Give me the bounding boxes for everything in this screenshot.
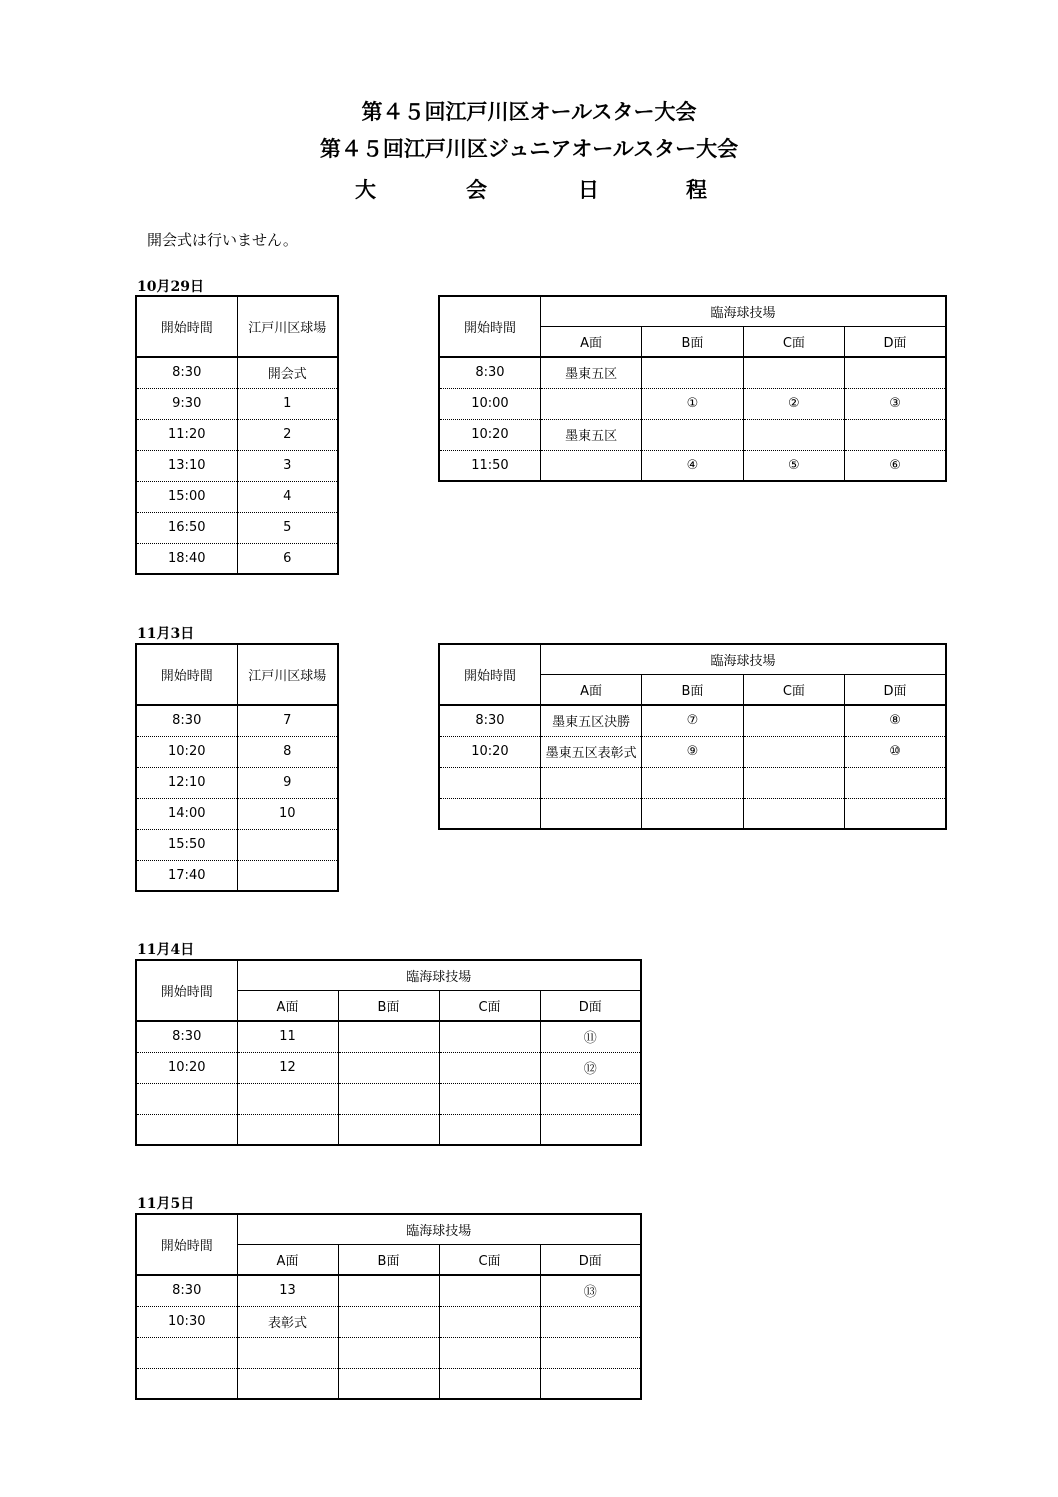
cell-time: 11:20: [136, 419, 237, 450]
header-court-d: D面: [845, 674, 946, 705]
cell-court-b: [338, 1114, 439, 1145]
cell-court-d: [845, 419, 946, 450]
cell-court-c: [743, 419, 844, 450]
header-court-b: B面: [642, 326, 743, 357]
cell-time: 10:20: [136, 1052, 237, 1083]
cell-court-a: 墨東五区決勝: [540, 705, 641, 736]
cell-time: [136, 1337, 237, 1368]
cell-court-a: [237, 1337, 338, 1368]
header-court-c: C面: [439, 990, 540, 1021]
cell-time: 12:10: [136, 767, 237, 798]
cell-game: 5: [237, 512, 338, 543]
cell-court-d: [540, 1368, 641, 1399]
cell-court-c: [743, 736, 844, 767]
header-court-a: A面: [540, 674, 641, 705]
header-venue: 江戸川区球場: [237, 296, 338, 357]
cell-court-a: [540, 388, 641, 419]
cell-time: 17:40: [136, 860, 237, 891]
header-court-b: B面: [338, 990, 439, 1021]
cell-court-a: [237, 1114, 338, 1145]
cell-time: 15:50: [136, 829, 237, 860]
cell-game: 9: [237, 767, 338, 798]
cell-court-a: [237, 1083, 338, 1114]
cell-game: 開会式: [237, 357, 338, 388]
cell-court-d: [540, 1083, 641, 1114]
cell-game: [237, 829, 338, 860]
cell-court-c: [439, 1114, 540, 1145]
title3-char-3: 日: [578, 177, 599, 202]
cell-court-c: [439, 1306, 540, 1337]
cell-time: [439, 798, 540, 829]
header-court-c: C面: [743, 674, 844, 705]
cell-game: 1: [237, 388, 338, 419]
title3-char-4: 程: [686, 177, 707, 202]
cell-time: 9:30: [136, 388, 237, 419]
cell-game: 10: [237, 798, 338, 829]
cell-court-d: [845, 767, 946, 798]
cell-court-c: [743, 798, 844, 829]
cell-court-a: [540, 798, 641, 829]
cell-court-b: ①: [642, 388, 743, 419]
cell-court-d: ⑩: [845, 736, 946, 767]
cell-court-c: ⑤: [743, 450, 844, 481]
cell-court-b: [338, 1368, 439, 1399]
cell-game: 7: [237, 705, 338, 736]
header-court-c: C面: [743, 326, 844, 357]
cell-court-b: [642, 767, 743, 798]
header-court-c: C面: [439, 1244, 540, 1275]
header-court-a: A面: [237, 1244, 338, 1275]
header-venue: 臨海球技場: [540, 644, 946, 674]
cell-court-a: [540, 767, 641, 798]
cell-court-b: ⑨: [642, 736, 743, 767]
cell-court-a: [237, 1368, 338, 1399]
cell-court-c: [439, 1083, 540, 1114]
header-start-time: 開始時間: [136, 960, 237, 1021]
header-court-d: D面: [540, 990, 641, 1021]
cell-court-c: [439, 1337, 540, 1368]
header-court-b: B面: [642, 674, 743, 705]
cell-court-d: [540, 1337, 641, 1368]
cell-court-b: ⑦: [642, 705, 743, 736]
cell-time: 10:30: [136, 1306, 237, 1337]
cell-court-a: 12: [237, 1052, 338, 1083]
cell-court-d: ③: [845, 388, 946, 419]
cell-court-d: ⑬: [540, 1275, 641, 1306]
cell-time: 15:00: [136, 481, 237, 512]
header-start-time: 開始時間: [136, 1214, 237, 1275]
cell-court-b: [642, 798, 743, 829]
cell-court-d: [540, 1306, 641, 1337]
cell-time: 8:30: [439, 357, 540, 388]
cell-court-c: [439, 1368, 540, 1399]
cell-court-c: [743, 705, 844, 736]
cell-time: 11:50: [439, 450, 540, 481]
cell-court-d: [845, 798, 946, 829]
cell-time: 10:20: [136, 736, 237, 767]
cell-game: 6: [237, 543, 338, 574]
cell-time: 8:30: [136, 705, 237, 736]
header-venue: 臨海球技場: [540, 296, 946, 326]
cell-time: [439, 767, 540, 798]
cell-court-d: ⑪: [540, 1021, 641, 1052]
schedule-table-rinkai: [438, 643, 947, 830]
header-court-a: A面: [237, 990, 338, 1021]
cell-court-d: [845, 357, 946, 388]
cell-court-a: 11: [237, 1021, 338, 1052]
cell-court-c: [743, 767, 844, 798]
cell-time: [136, 1114, 237, 1145]
cell-court-a: 13: [237, 1275, 338, 1306]
cell-time: 13:10: [136, 450, 237, 481]
cell-time: 10:00: [439, 388, 540, 419]
cell-court-b: [338, 1337, 439, 1368]
cell-court-d: ⑥: [845, 450, 946, 481]
cell-court-b: [338, 1052, 439, 1083]
header-court-b: B面: [338, 1244, 439, 1275]
cell-time: 10:20: [439, 419, 540, 450]
title3-char-1: 大: [355, 177, 376, 202]
cell-time: [136, 1368, 237, 1399]
header-venue: 江戸川区球場: [237, 644, 338, 705]
title-line-1: 第４５回江戸川区オールスター大会: [361, 99, 697, 124]
cell-court-c: [439, 1275, 540, 1306]
date-label: 11月5日: [137, 1196, 195, 1212]
cell-court-b: [338, 1021, 439, 1052]
schedule-table-rinkai: [438, 295, 947, 482]
cell-game: 8: [237, 736, 338, 767]
cell-court-a: 表彰式: [237, 1306, 338, 1337]
header-start-time: 開始時間: [439, 296, 540, 357]
header-court-d: D面: [845, 326, 946, 357]
date-label: 11月4日: [137, 942, 195, 958]
cell-court-a: 墨東五区: [540, 419, 641, 450]
cell-court-b: [338, 1275, 439, 1306]
schedule-table-rinkai: [135, 1213, 642, 1400]
cell-game: 4: [237, 481, 338, 512]
cell-court-d: [540, 1114, 641, 1145]
date-label: 10月29日: [137, 279, 204, 295]
cell-time: 8:30: [136, 1275, 237, 1306]
cell-court-c: [743, 357, 844, 388]
cell-time: 8:30: [439, 705, 540, 736]
cell-court-b: [338, 1083, 439, 1114]
cell-time: 8:30: [136, 357, 237, 388]
cell-court-a: [540, 450, 641, 481]
cell-time: [136, 1083, 237, 1114]
cell-court-c: [439, 1052, 540, 1083]
cell-time: 8:30: [136, 1021, 237, 1052]
cell-game: [237, 860, 338, 891]
cell-court-a: 墨東五区表彰式: [540, 736, 641, 767]
cell-court-a: 墨東五区: [540, 357, 641, 388]
cell-time: 16:50: [136, 512, 237, 543]
header-venue: 臨海球技場: [237, 1214, 641, 1244]
cell-game: 2: [237, 419, 338, 450]
cell-court-b: ④: [642, 450, 743, 481]
date-label: 11月3日: [137, 626, 195, 642]
cell-court-b: [338, 1306, 439, 1337]
header-venue: 臨海球技場: [237, 960, 641, 990]
cell-court-d: ⑫: [540, 1052, 641, 1083]
cell-time: 14:00: [136, 798, 237, 829]
schedule-table-edogawa: [135, 643, 339, 892]
cell-game: 3: [237, 450, 338, 481]
cell-court-b: [642, 419, 743, 450]
ceremony-note: 開会式は行いません。: [147, 231, 298, 249]
header-start-time: 開始時間: [136, 644, 237, 705]
cell-court-c: ②: [743, 388, 844, 419]
schedule-table-edogawa: [135, 295, 339, 575]
title3-char-2: 会: [466, 177, 487, 202]
schedule-table-rinkai: [135, 959, 642, 1146]
header-start-time: 開始時間: [136, 296, 237, 357]
cell-court-d: ⑧: [845, 705, 946, 736]
cell-court-b: [642, 357, 743, 388]
header-start-time: 開始時間: [439, 644, 540, 705]
header-court-d: D面: [540, 1244, 641, 1275]
header-court-a: A面: [540, 326, 641, 357]
cell-court-c: [439, 1021, 540, 1052]
title-line-2: 第４５回江戸川区ジュニアオールスター大会: [319, 136, 739, 161]
cell-time: 18:40: [136, 543, 237, 574]
cell-time: 10:20: [439, 736, 540, 767]
